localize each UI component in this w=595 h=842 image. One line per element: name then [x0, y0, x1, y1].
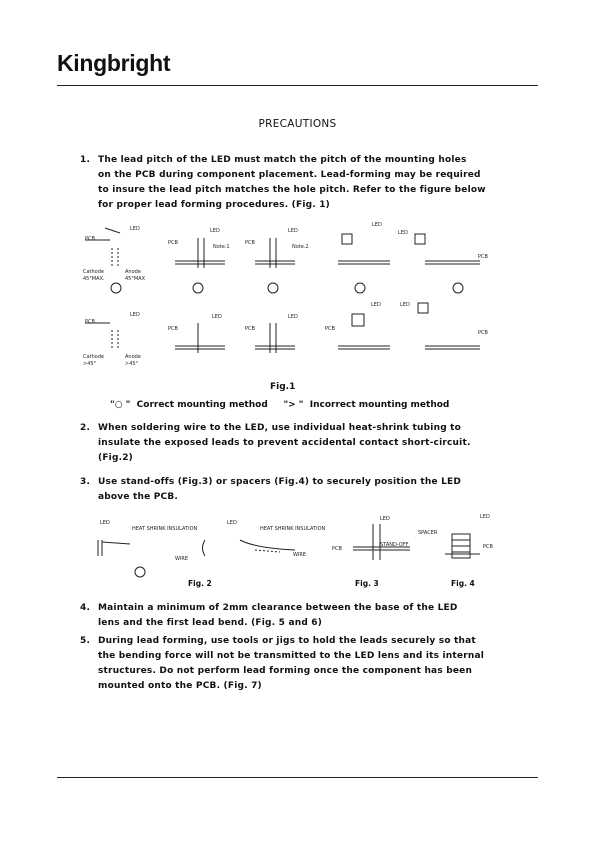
svg-text:Note.1: Note.1: [213, 244, 230, 250]
item-line: The lead pitch of the LED must match the pitch of the mounting holes: [98, 155, 467, 165]
item-number: 3.: [80, 477, 91, 487]
svg-text:PCB: PCB: [245, 240, 255, 246]
svg-text:LED: LED: [398, 230, 408, 236]
svg-text:Anode: Anode: [125, 354, 141, 360]
item-number: 2.: [80, 423, 91, 433]
svg-text:PCB: PCB: [478, 254, 488, 260]
item-line: on the PCB during component placement. Lead-forming may be required: [98, 170, 481, 180]
label-cathode: Cathode: [83, 269, 104, 275]
fig2-caption: Fig. 2: [188, 579, 212, 588]
header-rule: [57, 85, 538, 86]
svg-text:PCB: PCB: [85, 319, 95, 325]
fig1-panel-9: [338, 314, 390, 349]
label-pcb: PCB: [85, 236, 95, 242]
fig1-panel-8: [255, 323, 295, 353]
fig1-panel-incorrect-bent: [85, 323, 118, 348]
fig1-diagram: [80, 218, 520, 383]
item-line: the bending force will not be transmitted to the LED lens and its internal: [98, 651, 485, 661]
item-line: insulate the exposed leads to prevent accidental contact short-circuit.: [98, 438, 471, 448]
item-line: Maintain a minimum of 2mm clearance between the base of the LED: [98, 603, 458, 613]
precaution-item-1: [80, 153, 540, 213]
svg-text:LED: LED: [480, 514, 490, 520]
svg-text:PCB: PCB: [168, 240, 178, 246]
svg-text:LED: LED: [372, 222, 382, 228]
item-line: (Fig.2): [98, 453, 133, 463]
svg-text:LED: LED: [100, 520, 110, 526]
fig2-4-diagram: [80, 512, 520, 582]
fig3-caption: Fig. 3: [355, 579, 379, 588]
svg-text:>45°: >45°: [83, 361, 97, 367]
fig1-panel-5: [415, 234, 480, 293]
item-line: structures. Do not perform lead forming once the component has been: [98, 666, 473, 676]
svg-text:LED: LED: [400, 302, 410, 308]
fig1-panel-10: [418, 303, 480, 349]
fig4-drawing: [445, 534, 480, 558]
precaution-item-4: [80, 601, 540, 631]
svg-text:Cathode: Cathode: [83, 354, 104, 360]
fig1-caption: Fig.1: [270, 382, 296, 392]
svg-text:HEAT SHRINK INSULATION: HEAT SHRINK INSULATION: [260, 526, 326, 532]
page-title: PRECAUTIONS: [258, 118, 337, 130]
item-line: During lead forming, use tools or jigs to hold the leads securely so that: [98, 636, 476, 646]
item-number: 5.: [80, 636, 91, 646]
fig1-panel-7: [175, 323, 225, 353]
svg-text:STAND-OFF: STAND-OFF: [380, 542, 409, 548]
svg-text:LED: LED: [227, 520, 237, 526]
svg-text:LED: LED: [288, 314, 298, 320]
svg-text:PCB: PCB: [325, 326, 335, 332]
label-angle: 45°MAX.: [83, 276, 105, 282]
svg-text:LED: LED: [380, 516, 390, 522]
item-line: for proper lead forming procedures. (Fig. 1): [98, 200, 330, 210]
precaution-item-2: [80, 421, 540, 466]
svg-text:Note.2: Note.2: [292, 244, 309, 250]
svg-text:WIRE: WIRE: [175, 556, 189, 562]
svg-text:LED: LED: [210, 228, 220, 234]
fig1-legend: "○ " Correct mounting method "> " Incorrect mounting method: [110, 400, 450, 410]
svg-text:LED: LED: [212, 314, 222, 320]
svg-text:LED: LED: [288, 228, 298, 234]
item-line: above the PCB.: [98, 492, 179, 502]
item-line: Use stand-offs (Fig.3) or spacers (Fig.4) to securely position the LED: [98, 477, 462, 487]
item-number: 4.: [80, 603, 91, 613]
label-anode: Anode: [125, 269, 141, 275]
label-led: LED: [130, 226, 140, 232]
svg-text:LED: LED: [130, 312, 140, 318]
item-line: lens and the first lead bend. (Fig. 5 and 6): [98, 618, 323, 628]
svg-text:SPACER: SPACER: [418, 530, 438, 536]
item-line: When soldering wire to the LED, use individual heat-shrink tubing to: [98, 423, 462, 433]
footer-rule: [57, 777, 538, 778]
svg-text:WIRE: WIRE: [293, 552, 307, 558]
svg-text:PCB: PCB: [245, 326, 255, 332]
precaution-item-3: [80, 475, 540, 505]
fig2-drawing: [98, 540, 295, 577]
svg-text:>45°: >45°: [125, 361, 139, 367]
svg-text:LED: LED: [371, 302, 381, 308]
item-line: to insure the lead pitch matches the hole pitch. Refer to the figure below: [98, 185, 486, 195]
svg-text:PCB: PCB: [478, 330, 488, 336]
item-line: mounted onto the PCB. (Fig. 7): [98, 681, 262, 691]
svg-text:PCB: PCB: [332, 546, 342, 552]
svg-text:HEAT SHRINK INSULATION: HEAT SHRINK INSULATION: [132, 526, 198, 532]
svg-text:PCB: PCB: [168, 326, 178, 332]
precaution-item-5: [80, 634, 540, 694]
item-number: 1.: [80, 155, 91, 165]
fig4-caption: Fig. 4: [451, 579, 475, 588]
kingbright-logo: Kingbright: [57, 50, 171, 76]
svg-text:PCB: PCB: [483, 544, 493, 550]
label-angle: 45°MAX: [125, 276, 146, 282]
fig1-panel-3: [255, 238, 295, 293]
legend-correct: Correct mounting method: [136, 400, 268, 410]
legend-incorrect: Incorrect mounting method: [309, 400, 450, 410]
fig1-panel-4: [338, 234, 390, 293]
